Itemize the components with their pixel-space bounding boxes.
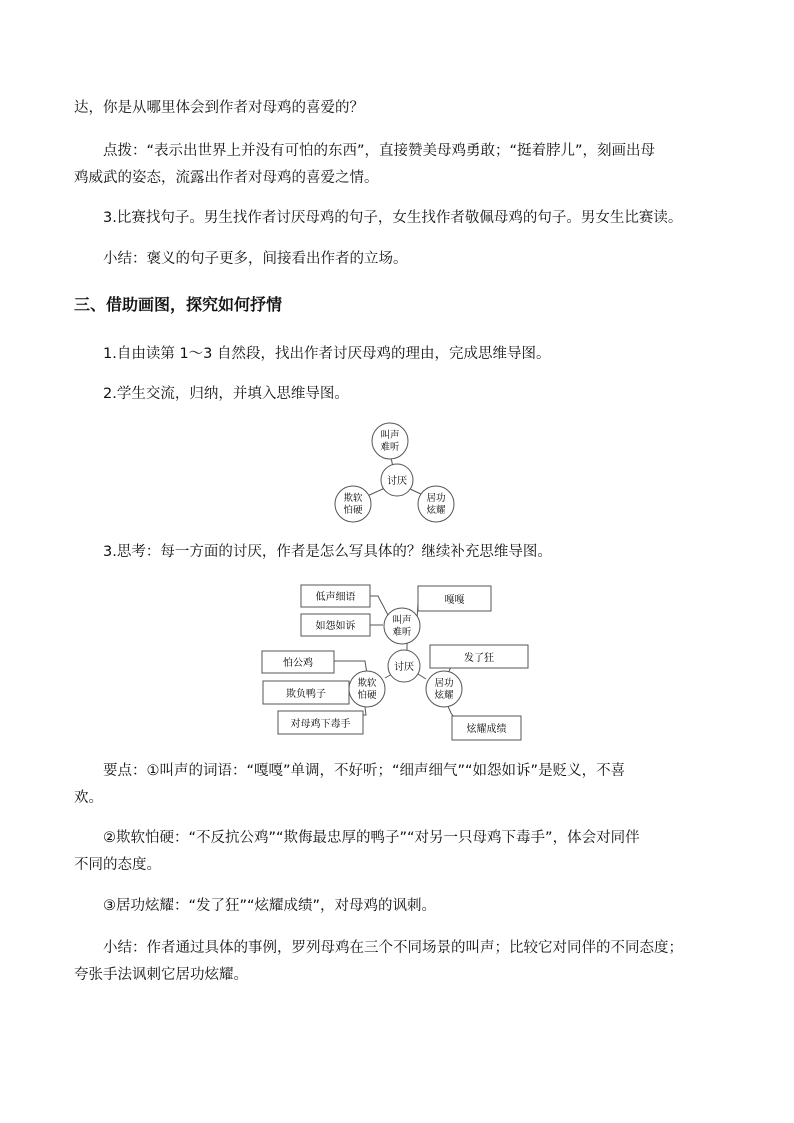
paragraph-hint-line2: 鸡威武的姿态，流露出作者对母鸡的喜爱之情。 (74, 170, 379, 186)
node-right-line1: 居功 (426, 493, 446, 504)
mind-map-expanded (255, 575, 545, 745)
paragraph-contest: 3.比赛找句子。男生找作者讨厌母鸡的句子，女生找作者敬佩母鸡的句子。男女生比赛读。 (103, 210, 683, 226)
box-complain-label: 如怨如诉 (315, 621, 356, 632)
node2-left-line1: 欺软 (357, 678, 377, 689)
section-heading: 三、借助画图，探究如何抒情 (74, 295, 283, 314)
node-right (418, 486, 454, 522)
paragraph-summary2-line2: 夸张手法讽刺它居功炫耀。 (74, 967, 248, 983)
paragraph-continuation: 达，你是从哪里体会到作者对母鸡的喜爱的？ (74, 100, 364, 116)
node-top (372, 423, 408, 459)
paragraph-key-line1: 要点：①叫声的词语：“嘎嘎”单调，不好听；“细声细气”“如怨如诉”是贬义，不喜 (103, 763, 626, 779)
box-go-crazy-label: 发了狂 (464, 653, 494, 664)
node2-top-line1: 叫声 (392, 615, 412, 626)
box-gaga-label: 嘎嘎 (444, 595, 465, 606)
node2-right-line2: 炫耀 (434, 690, 454, 701)
paragraph-step2: 2.学生交流，归纳，并填入思维导图。 (103, 386, 349, 402)
node-top-line2: 难听 (380, 442, 400, 453)
node2-top-line2: 难听 (392, 627, 412, 638)
box-bully-duck-label: 欺负鸭子 (286, 689, 326, 700)
box-show-off-label: 炫耀成绩 (466, 724, 507, 735)
paragraph-summary1: 小结：褒义的句子更多，间接看出作者的立场。 (103, 251, 408, 267)
paragraph-summary2-line1: 小结：作者通过具体的事例，罗列母鸡在三个不同场景的叫声；比较它对同伴的不同态度； (103, 940, 683, 956)
node-left (335, 486, 371, 522)
paragraph-showoff: ③居功炫耀：“发了狂”“炫耀成绩”，对母鸡的讽刺。 (103, 898, 437, 914)
mind-map-simple (330, 420, 460, 525)
node-right-line2: 炫耀 (426, 505, 446, 516)
node2-left (349, 671, 385, 707)
paragraph-key-line2: 欢。 (74, 790, 103, 806)
box-poison-hen-label: 对母鸡下毒手 (290, 719, 351, 730)
node2-left-line2: 怕硬 (357, 690, 377, 701)
box-fear-rooster-label: 怕公鸡 (283, 658, 313, 669)
center2-label: 讨厌 (394, 662, 414, 673)
node2-top (384, 608, 420, 644)
paragraph-hint-line1: 点拨：“表示出世界上并没有可怕的东西”，直接赞美母鸡勇敢；“挺着脖儿”，刻画出母 (103, 143, 656, 159)
center-label: 讨厌 (387, 476, 407, 487)
node-left-line2: 怕硬 (343, 505, 363, 516)
box-low-voice-label: 低声细语 (315, 592, 356, 603)
node2-right (426, 671, 462, 707)
paragraph-step3: 3.思考：每一方面的讨厌，作者是怎么写具体的？继续补充思维导图。 (103, 544, 552, 560)
paragraph-bully-line2: 不同的态度。 (74, 857, 161, 873)
node-top-line1: 叫声 (380, 430, 400, 441)
paragraph-bully-line1: ②欺软怕硬：“不反抗公鸡”“欺侮最忠厚的鸭子”“对另一只母鸡下毒手”，体会对同伴 (103, 830, 640, 846)
node2-right-line1: 居功 (434, 678, 454, 689)
paragraph-step1: 1.自由读第 1～3 自然段，找出作者讨厌母鸡的理由，完成思维导图。 (103, 346, 551, 362)
node-left-line1: 欺软 (343, 493, 363, 504)
